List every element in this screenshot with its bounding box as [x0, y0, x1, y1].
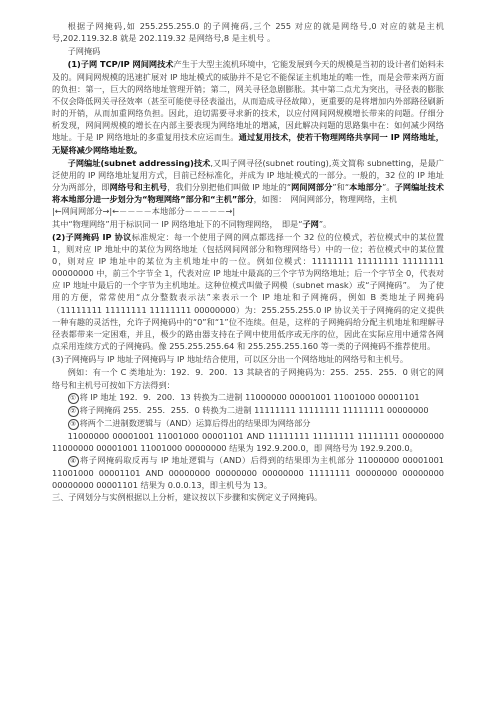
step-3 — [52, 417, 444, 430]
step-marker: ① — [68, 393, 79, 404]
step-4 — [52, 454, 444, 491]
document-page — [52, 20, 444, 503]
term-internet-part: 网间网部分 — [291, 182, 333, 193]
step-marker: ④ — [68, 456, 79, 467]
step-marker: ③ — [68, 419, 79, 430]
text-subnet-b: ，我们分别把他们叫做 IP 地址的“ — [167, 182, 292, 193]
step-3-text: 将两个二进制数逻辑与（AND）运算后得出的结果即为网络部分 — [79, 417, 311, 428]
step-1 — [52, 391, 444, 404]
text-physnet-a: 其中“物理网络”用于标识同一 IP 网络地址下的不同物理网络， 即是“ — [52, 218, 303, 229]
term-subnet-addressing: 子网编址(subnet addressing)技术 — [67, 157, 211, 168]
term-network-host: 网络号和主机号 — [109, 182, 168, 193]
section-heading-subnet-mask: 子网掩码 — [67, 46, 101, 57]
text-subnet-e: ，如图： 网间网部分，物理网络，主机 — [253, 194, 397, 205]
step-2-text: 将子网掩码 255．255．255．0 转换为二进制 11111111 11111111 11111111 00000000 — [79, 404, 429, 415]
term-subnet: 子网 — [302, 218, 319, 229]
paragraph-subnet-mask — [52, 231, 444, 353]
text-subnet-emphasis: 子网编址技术将本地部分进一步划分为“物理网络”部分和“主机”部分 — [52, 182, 444, 205]
text-subnet-mask-body: 标准规定：每一个使用子网的网点都选择一个 32 位的位模式，若位模式中的某位置 1，则对应 IP 地址中的某位为网络地址（包括网间网部分和物理网络号）中的一位；若位模式中的某位置 0，则对应 IP 地址中的某位为主机地址中的一位。例如位模式：11111111 11111111 11111111 00000000 中，前三个字节全 1，代表对应 IP 地址中最高的三个字节为网络地址；后一个字节全 0，代表对应 IP 地址中最后的一个字节为主机地址。这种位模式叫做子网模（subnet mask）或“子网掩码”。 为了使用的方便，常常使用“点分整数表示法”来表示一个 IP 地址和子网掩码，例如 B 类地址子网掩码（11111111 11111111 11111111 00000000）为：255.255.255.0 IP 协议关于子网掩码的定义提供一种有趣的灵活性，允许子网掩码中的“0”和“1”位不连续。但是，这样的子网掩码给分配主机地址和理解寻径表都带来一定困难，并且，极少的路由器支持在子网中使用低序或无序的位，因此在实际应用中通常各网点采用连续方式的子网掩码。像 255.255.255.64 和 255.255.255.160 等一类的子网掩码不推荐使用。 — [52, 231, 444, 352]
paragraph-tcpip-background — [52, 58, 444, 155]
text-subnet-d: ”。 — [382, 182, 395, 193]
heading-subnet-mask-ip: (2)子网掩码 IP 协议 — [52, 231, 132, 242]
text-tcpip-body: 产生于大型主流机环境中，它能发展到今天的规模是当初的设计者们始料未及的。网间网规模的迅速扩展对 IP 地址模式的威胁并不是它不能保证主机地址的唯一性，而是会带来两方面的负担：第一，巨大的网络地址管理开销；第二，网关寻径急剧膨胀。其中第二点尤为突出，寻径表的膨胀不仅会降低网关寻径效率（甚至可能使寻径表溢出，从而造成寻径故障），更重要的是将增加内外部路径刷新时的开销，从而加重网络负担。因此，迫切需要寻求新的技术，以应付网间网规模增长带来的问题。仔细分析发现，网间网规模的增长在内部主要表现为网络地址的增减，因此解决问题的思路集中在：如何减少网络地址。于是 IP 网络地址的多重复用技术应运而生。 — [52, 59, 444, 143]
paragraph-subnet-addressing — [52, 157, 444, 206]
step-2 — [52, 404, 444, 417]
text-subnet-a: ,又叫子网寻径(subnet routing),英文简称 subnetting，是最广泛使用的 IP 网络地址复用方式，目前已经标准化，并成为 IP 地址模式的一部分。一般的，32 位的 IP 地址分为两部分，即 — [52, 157, 444, 193]
step-4-text: 将子网掩码取反再与 IP 地址逻辑与（AND）后得到的结果即为主机部分 11000000 00001001 11001000 00001101 AND 00000000 00000000 00000000 11111111 00000000 00000000 00000000 00001101 结果为 0.0.0.13，即主机号为 13。 — [52, 455, 444, 491]
text-physnet-b: ”。 — [318, 218, 332, 229]
step-1-text: 将 IP 地址 192．9．200．13 转换为二进制 11000000 00001001 11001000 00001101 — [79, 391, 420, 402]
text-subnet-c: ”和“ — [332, 182, 350, 193]
paragraph-mask-and-ip: (3)子网掩码与 IP 地址子网掩码与 IP 地址结合使用，可以区分出一个网络地址的网络号和主机号。 — [52, 354, 409, 365]
section-three-heading: 三、子网划分与实例根据以上分析，建议按以下步骤和实例定义子网掩码。 — [52, 492, 323, 503]
paragraph-example: 例如：有一个 C 类地址为：192．9．200．13 其缺省的子网掩码为：255．255．255．0 则它的网络号和主机号可按如下方法得到： — [52, 367, 444, 390]
heading-tcpip: (1)子网 TCP/IP 网间网技术 — [67, 59, 174, 70]
paragraph-physical-network — [52, 218, 444, 230]
term-local-part: 本地部分 — [349, 182, 383, 193]
text-tcpip-conclusion: 通过复用技术，使若干物理网络共享同一 IP 网络地址，无疑将减少网络地址数。 — [52, 132, 444, 155]
step-3-detail: 11000000 00001001 11001000 00001101 AND 11111111 11111111 11111111 00000000 11000000 00001001 11001000 00000000 结果为 192.9.200.0，即 网络号为 192.9.200.0。 — [52, 430, 444, 453]
intro-paragraph: 根据子网掩码,如 255.255.255.0 的子网掩码,三个 255 对应的就是网络号,0 对应的就是主机号,202.119.32.8 就是 202.119.32 是网络号,8 是主机号 。 — [52, 21, 444, 44]
address-layout-diagram: |←网间网部分→|←－－－－本地部分－－－－－→| — [52, 206, 236, 217]
step-marker: ② — [68, 406, 79, 417]
